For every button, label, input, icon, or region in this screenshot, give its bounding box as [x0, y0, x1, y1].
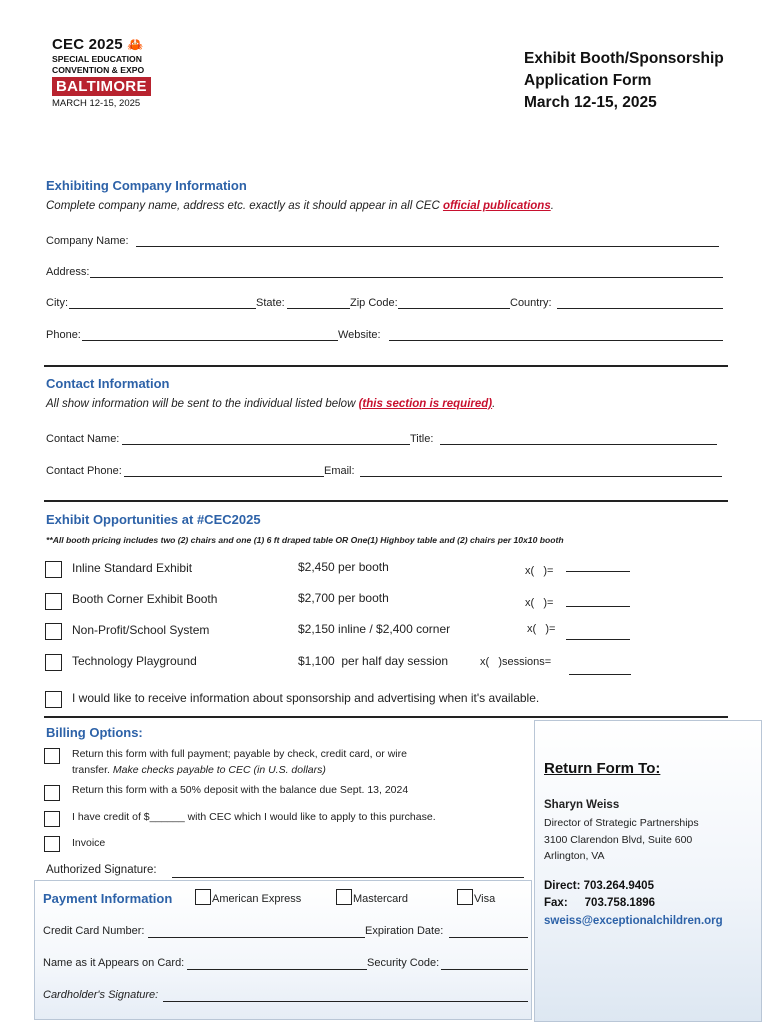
fax-label: Fax:: [544, 897, 568, 909]
title-label: Title:: [410, 433, 434, 445]
form-title-line-1: Exhibit Booth/Sponsorship: [524, 50, 724, 67]
section-divider: [44, 365, 728, 367]
billing-section-heading: Billing Options:: [46, 725, 143, 740]
logo-dates: MARCH 12-15, 2025: [52, 98, 141, 109]
company-section-subtitle: [46, 200, 554, 212]
return-address-line-1: 3100 Clarendon Blvd, Suite 600: [544, 833, 693, 846]
city-label: City:: [46, 297, 68, 309]
full-payment-transfer: transfer.: [72, 764, 113, 776]
exhibit-item-price: $2,150 inline / $2,400 corner: [298, 622, 451, 636]
invoice-label: Invoice: [72, 837, 106, 849]
country-label: Country:: [510, 297, 552, 309]
name-on-card-field[interactable]: [187, 969, 367, 970]
inline-standard-checkbox[interactable]: [45, 561, 62, 578]
exhibit-item-total-field[interactable]: [569, 674, 631, 675]
security-code-label: Security Code:: [367, 957, 440, 969]
exhibit-item-total-field[interactable]: [566, 571, 630, 572]
credit-label: I have credit of $______ with CEC which I would like to apply to this purchase.: [72, 811, 436, 823]
exhibit-item-name: Booth Corner Exhibit Booth: [72, 592, 218, 606]
invoice-checkbox[interactable]: [44, 836, 60, 852]
zip-field[interactable]: [398, 308, 510, 309]
non-profit-checkbox[interactable]: [45, 623, 62, 640]
visa-label: Visa: [474, 893, 496, 905]
contact-phone-field[interactable]: [124, 476, 324, 477]
exhibit-item-total-field[interactable]: [566, 639, 630, 640]
exhibit-item-price: $1,100 per half day session: [298, 654, 449, 668]
fax-number: 703.758.1896: [584, 897, 656, 909]
exhibit-item-qty: x( )=: [525, 597, 554, 609]
exhibit-item-qty: x( )=: [527, 623, 556, 635]
cec-logo: [52, 36, 172, 109]
cardholder-signature-field[interactable]: [163, 1001, 528, 1002]
form-title: [524, 48, 724, 114]
form-title-line-3: March 12-15, 2025: [524, 94, 657, 111]
required-highlight: (this section is required): [358, 398, 493, 410]
contact-name-label: Contact Name:: [46, 433, 120, 445]
section-divider: [44, 716, 728, 718]
full-payment-text-line-2: [72, 762, 407, 778]
crab-icon: 🦀: [127, 37, 144, 52]
contact-section-heading: Contact Information: [46, 376, 170, 391]
checks-payable-note: Make checks payable to CEC (in U.S. dollars): [112, 764, 326, 776]
sponsorship-info-label: I would like to receive information about sponsorship and advertising when it's available.: [72, 691, 540, 705]
email-label: Email:: [324, 465, 355, 477]
booth-corner-checkbox[interactable]: [45, 593, 62, 610]
exhibit-item-qty: x( )=: [525, 565, 554, 577]
phone-field[interactable]: [82, 340, 338, 341]
full-payment-text: Return this form with full payment; payable by check, credit card, or wire: [72, 748, 407, 760]
contact-email-link[interactable]: sweiss@exceptionalchildren.org: [544, 915, 723, 927]
mastercard-checkbox[interactable]: [336, 889, 352, 905]
mastercard-label: Mastercard: [353, 893, 409, 905]
contact-person-name: Sharyn Weiss: [544, 799, 620, 811]
security-code-field[interactable]: [441, 969, 528, 970]
direct-phone: Direct: 703.264.9405: [544, 880, 654, 892]
credit-checkbox[interactable]: [44, 811, 60, 827]
contact-sub-period: .: [492, 398, 496, 410]
exhibit-item-name: Non-Profit/School System: [72, 623, 210, 637]
visa-checkbox[interactable]: [457, 889, 473, 905]
company-name-label: Company Name:: [46, 235, 129, 247]
cardholder-signature-label: Cardholder's Signature:: [43, 989, 159, 1001]
full-payment-label: [72, 746, 407, 778]
logo-city: BALTIMORE: [52, 77, 151, 96]
return-address-block: [544, 815, 699, 865]
website-label: Website:: [338, 329, 381, 341]
deposit-label: Return this form with a 50% deposit with the balance due Sept. 13, 2024: [72, 784, 409, 796]
exhibit-item-name: Inline Standard Exhibit: [72, 561, 193, 575]
technology-playground-checkbox[interactable]: [45, 654, 62, 671]
country-field[interactable]: [557, 308, 723, 309]
contact-person-role: Director of Strategic Partnerships: [544, 817, 699, 829]
authorized-signature-label: Authorized Signature:: [46, 864, 157, 876]
exhibit-section-heading: Exhibit Opportunities at #CEC2025: [46, 512, 261, 527]
city-field[interactable]: [69, 308, 256, 309]
website-field[interactable]: [389, 340, 723, 341]
zip-label: Zip Code:: [350, 297, 398, 309]
deposit-checkbox[interactable]: [44, 785, 60, 801]
booth-pricing-note: **All booth pricing includes two (2) chairs and one (1) 6 ft draped table OR One(1) Highboy table and (2) chairs per 10x10 booth: [46, 535, 564, 545]
expiration-field[interactable]: [449, 937, 528, 938]
logo-subtitle-2: CONVENTION & EXPO: [52, 65, 145, 75]
full-payment-checkbox[interactable]: [44, 748, 60, 764]
phone-label: Phone:: [46, 329, 81, 341]
contact-phone-label: Contact Phone:: [46, 465, 122, 477]
company-name-field[interactable]: [136, 246, 719, 247]
email-field[interactable]: [360, 476, 722, 477]
logo-title: CEC 2025: [52, 36, 123, 53]
card-number-field[interactable]: [148, 937, 365, 938]
title-field[interactable]: [440, 444, 717, 445]
sponsorship-info-checkbox[interactable]: [45, 691, 62, 708]
payment-section-heading: Payment Information: [43, 891, 173, 906]
authorized-signature-field[interactable]: [172, 877, 524, 878]
exhibit-item-total-field[interactable]: [566, 606, 630, 607]
american-express-checkbox[interactable]: [195, 889, 211, 905]
contact-name-field[interactable]: [122, 444, 410, 445]
company-sub-period: .: [550, 200, 554, 212]
card-number-label: Credit Card Number:: [43, 925, 145, 937]
form-title-line-2: Application Form: [524, 72, 652, 89]
company-section-heading: Exhibiting Company Information: [46, 178, 247, 193]
return-form-heading: Return Form To:: [544, 760, 661, 777]
company-sub-text: Complete company name, address etc. exactly as it should appear in all CEC: [46, 200, 443, 212]
return-address-line-2: Arlington, VA: [544, 850, 605, 862]
official-publications-highlight: official publications: [442, 200, 551, 212]
state-field[interactable]: [287, 308, 350, 309]
address-label: Address:: [46, 266, 90, 278]
section-divider: [44, 500, 728, 502]
address-field[interactable]: [90, 277, 723, 278]
contact-section-subtitle: [46, 398, 495, 410]
state-label: State:: [256, 297, 285, 309]
contact-sub-text: All show information will be sent to the individual listed below: [46, 398, 359, 410]
exhibit-item-price: $2,450 per booth: [298, 560, 389, 574]
logo-subtitle-1: SPECIAL EDUCATION: [52, 54, 142, 64]
exhibit-item-qty: x( )sessions=: [480, 656, 552, 668]
exhibit-item-name: Technology Playground: [72, 654, 197, 668]
expiration-label: Expiration Date:: [365, 925, 444, 937]
american-express-label: American Express: [212, 893, 302, 905]
fax-line: [544, 897, 655, 909]
exhibit-item-price: $2,700 per booth: [298, 591, 389, 605]
name-on-card-label: Name as it Appears on Card:: [43, 957, 185, 969]
